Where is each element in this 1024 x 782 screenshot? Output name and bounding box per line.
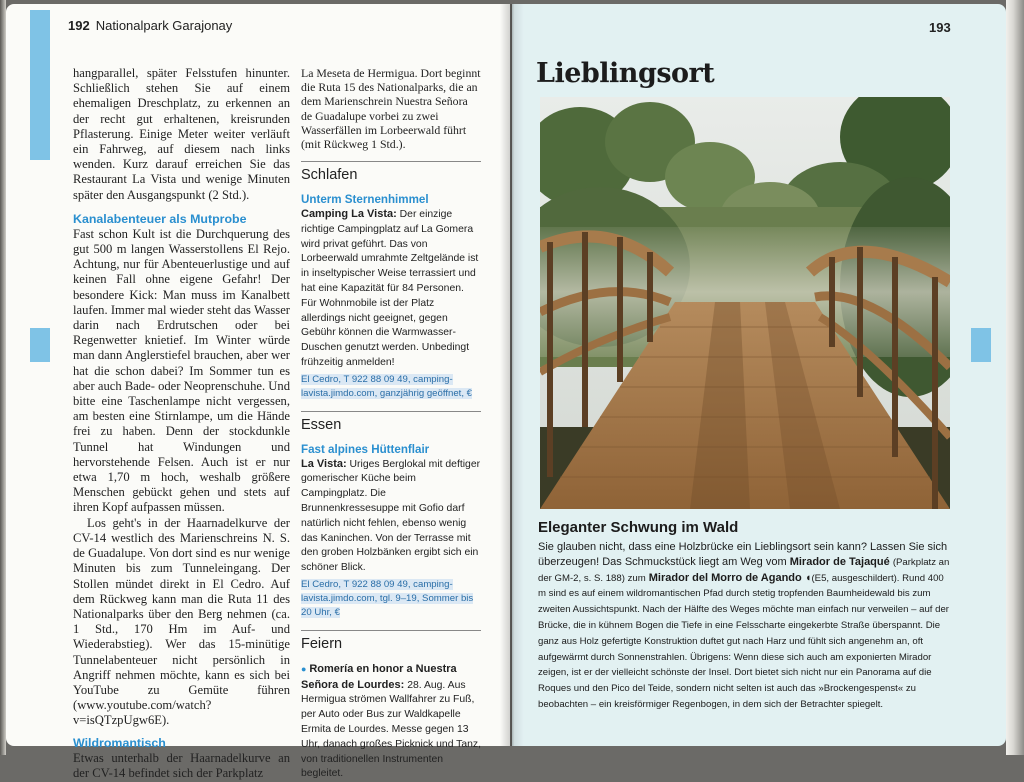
chapter-tab-right xyxy=(971,328,991,362)
mirador-agando: Mirador del Morro de Agando xyxy=(648,571,802,584)
sleep-name: Camping La Vista: xyxy=(301,208,397,221)
eat-text: Uriges Berglokal mit deftiger gomerischer Küche beim Campingplatz. Die Brunnenkressesuppe mit Gofio darf natürlich nicht fehlen, ebenso wenig das Kaninchen. Von der Terrasse mit den groben Holzbänken ergibt sich ein schöner Blick. xyxy=(301,458,481,574)
sleep-info: El Cedro, T 922 88 09 49, camping-lavista.jimdo.com, ganzjährig geöffnet, € xyxy=(301,373,473,399)
col1-para2: Los geht's in der Haarnadelkurve der CV-14 westlich des Marienschreins N. S. de Guadalupe. Von dort sind es nur wenige Minuten bis zum Tunneleingang. Der Stollen mündet direkt in El Cedro. Auf dem Rückweg kann man die Ruta 11 des Nationalparks über den Berg nehmen (ca. 1 Std., 170 Hm im Auf- und Wiederabstieg). Wer das 15-minütige Tunnelabenteuer nicht persönlich in Angriff nehmen möchte, kann es sich bei YouTube zu Gemüte führen (www.youtube.com/watch?v=isQTzpUgw6E). xyxy=(73,515,290,728)
bullet-icon: ● xyxy=(301,663,307,674)
col1-para1: Fast schon Kult ist die Durchquerung des gut 500 m langen Wasserstollens El Rejo. Achtung, nur für Abenteuerlustige und auf keinen Fall ohne eigene Gefahr! Der besondere Kick: Man muss im Kanalbett laufen. Immer mal wieder steht das Wasser darin nach Erdrutschen oder bei Regenwetter knietief. Im Winter würde man dann Anglerstiefel brauchen, aber wer hat die schon dabei? Im Sommer tun es aber auch Bade- oder Neoprenschuhe. Und bitte eine Taschenlampe nicht vergessen, am besten eine Stirnlampe, um die Hände frei zu haben. Denn der stockdunkle Tunnel hat Windungen und hervorstehende Felsen. Auch ist er nur etwa 1,70 m hoch, weshalb größere Menschen gebückt gehen und stets auf ihren Kopf aufpassen müssen. xyxy=(73,226,290,515)
col1-intro: hangparallel, später Felsstufen hinunter. Schließlich stehen Sie auf einem ehemaligen Dreschplatz, zu erkennen an der recht gut erhaltenen, kreisrunden Pflasterung. Einige Meter weiter verläuft ein Fahrweg, auf diesem nach links wenden. Kurz darauf erreichen Sie das Restaurant La Vista und wenige Minuten später den Ausgangspunkt (2 Std.). xyxy=(73,66,290,202)
right-body-text xyxy=(538,540,950,713)
text-column-1 xyxy=(73,66,290,781)
eat-name: La Vista: xyxy=(301,457,347,470)
left-page-header xyxy=(68,18,232,33)
section-feiern: Feiern xyxy=(301,630,481,662)
mirador-tajaque: Mirador de Tajaqué xyxy=(789,555,890,568)
sleep-text: Der einzige richtige Campingplatz auf La Gomera wird privat geführt. Das von Lorbeerwald umrahmte Zeltgelände ist in inseltypischer Weise terrassiert und hat eine Kapazität für 84 Personen. Für Wohnmobile ist der Platz allerdings nicht geeignet, gegen Gebühr können die Warmwasser-Duschen genutzt werden. Unbedingt frühzeitig anmelden! xyxy=(301,209,479,368)
left-page-title: Nationalpark Garajonay xyxy=(95,18,233,33)
party-name: Romería en honor a Nuestra Señora de Lourdes: xyxy=(301,662,457,691)
section-schlafen: Schlafen xyxy=(301,161,481,193)
right-text-c: (E5, ausgeschildert). Rund 400 m sind es auf einem wildromantischen Pfad durch stetig tropfenden Baumheidewald bis zum zweiten Aussichtspunkt. Nach der Hälfte des Weges möchte man einfach nur verweilen – auf der Brücke, die in kühnem Bogen die Tiefe in eine Felsscharte eingekerbte Straße überspannt. Die ganz aus Holz gefertigte Konstruktion duftet gut nach Harz und fühlt sich angenehm an, oft aufgewärmt durch Sonnenstrahlen. Übrigens: Wenn diese sich auch am exponierten Mirador zeigen, ist er der vielleicht schönste der Insel. Dort bietet sich nicht nur ein Panorama auf die Roques und den Pico del Teide, sondern nicht selten ist auch das »Brockengespenst« zu beobachten – ein kreisförmiger Regenbogen, in dem sich der Betrachter spiegelt. xyxy=(538,572,949,710)
heading-wildromantisch: Wildromantisch xyxy=(73,735,166,750)
right-text-b: (Parkplatz an der GM-2, s. S. 188) zum xyxy=(538,556,950,584)
book-edge-right xyxy=(1006,0,1024,755)
favorite-place-label: Lieblingsort xyxy=(536,58,715,89)
col1-para3: Etwas unterhalb der Haarnadelkurve an der CV-14 befindet sich der Parkplatz xyxy=(73,750,290,780)
col2-intro: La Meseta de Hermigua. Dort beginnt die Ruta 15 des Nationalparks, die an dem Marienschrein Nuestra Señora de Guadalupe vorbei zu zwei Wasserfällen im Lorbeerwald führt (mit Rückweg 1 Std.). xyxy=(301,66,481,152)
eat-subheading: Fast alpines Hüttenflair xyxy=(301,442,430,456)
chapter-tab-left xyxy=(30,328,50,362)
eat-info: El Cedro, T 922 88 09 49, camping-lavista.jimdo.com, tgl. 9–19, Sommer bis 20 Uhr, € xyxy=(301,578,474,618)
heading-kanalabenteuer: Kanalabenteuer als Mutprobe xyxy=(73,211,247,226)
left-page-number: 192 xyxy=(68,18,90,33)
map-pin-icon: ◖ xyxy=(804,571,812,584)
right-text-a: Sie glauben nicht, dass eine Holzbrücke ein Lieblingsort sein kann? Lassen Sie sich überzeugen! Das Schmuckstück liegt am Weg vom xyxy=(538,541,948,568)
section-essen: Essen xyxy=(301,411,481,443)
party-text: 28. Aug. Aus Hermigua strömen Wallfahrer zu Fuß, per Auto oder Bus zur Waldkapelle Ermita de Lourdes. Messe gegen 13 Uhr, danach großes Picknick und Tanz, von traditionellen Instrumenten begleitet. xyxy=(301,679,482,780)
sleep-subheading: Unterm Sternenhimmel xyxy=(301,193,429,207)
right-page-number: 193 xyxy=(929,20,951,35)
right-heading: Eleganter Schwung im Wald xyxy=(538,519,739,536)
chapter-tab-top xyxy=(30,10,50,160)
text-column-2 xyxy=(301,66,481,782)
bridge-photo xyxy=(540,97,950,509)
